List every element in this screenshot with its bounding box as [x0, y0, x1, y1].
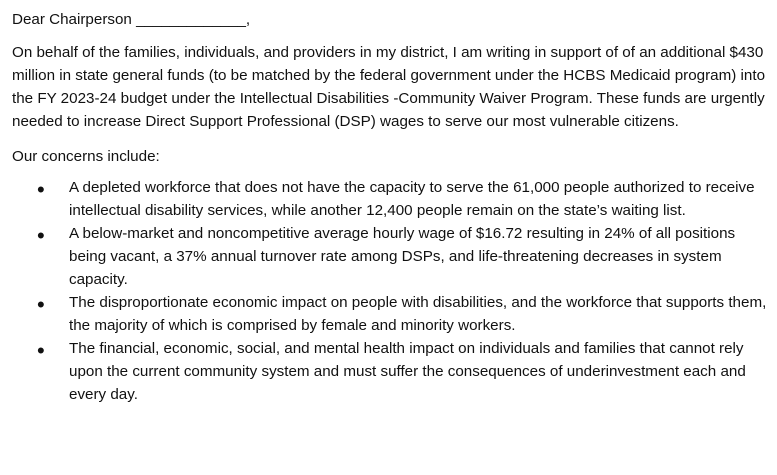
concern-item: [12, 337, 767, 406]
concern-text: A depleted workforce that does not have the capacity to serve the 61,000 people authorized to receive intellectual disability services, while another 12,400 people remain on the state’s waiting list.: [69, 179, 755, 219]
concern-text: The financial, economic, social, and mental health impact on individuals and families that cannot rely upon the current community system and must suffer the consequences of underinvestment each and every day.: [69, 340, 746, 403]
concern-item: [12, 222, 767, 291]
bullet-icon: •: [37, 177, 45, 202]
bullet-icon: •: [37, 223, 45, 248]
concerns-heading: Our concerns include:: [12, 148, 160, 165]
concern-text: The disproportionate economic impact on people with disabilities, and the workforce that supports them, the majority of which is comprised by female and minority workers.: [69, 294, 767, 334]
bullet-icon: •: [37, 292, 45, 317]
body-paragraph: On behalf of the families, individuals, and providers in my district, I am writing in support of of an additional $430 million in state general funds (to be matched by the federal government under the HCBS Medicaid program) into the FY 2023-24 budget under the Intellectual Disabilities -Community Waiver Program. These funds are urgently needed to increase Direct Support Professional (DSP) wages to serve our most vulnerable citizens.: [12, 44, 766, 130]
bullet-icon: •: [37, 338, 45, 363]
concern-text: A below-market and noncompetitive average hourly wage of $16.72 resulting in 24% of all positions being vacant, a 37% annual turnover rate among DSPs, and life-threatening decreases in system capacity.: [69, 225, 736, 288]
salutation: Dear Chairperson _____________,: [12, 11, 251, 28]
concern-item: [12, 176, 767, 222]
concern-item: [12, 291, 767, 337]
concerns-list: [12, 176, 767, 406]
